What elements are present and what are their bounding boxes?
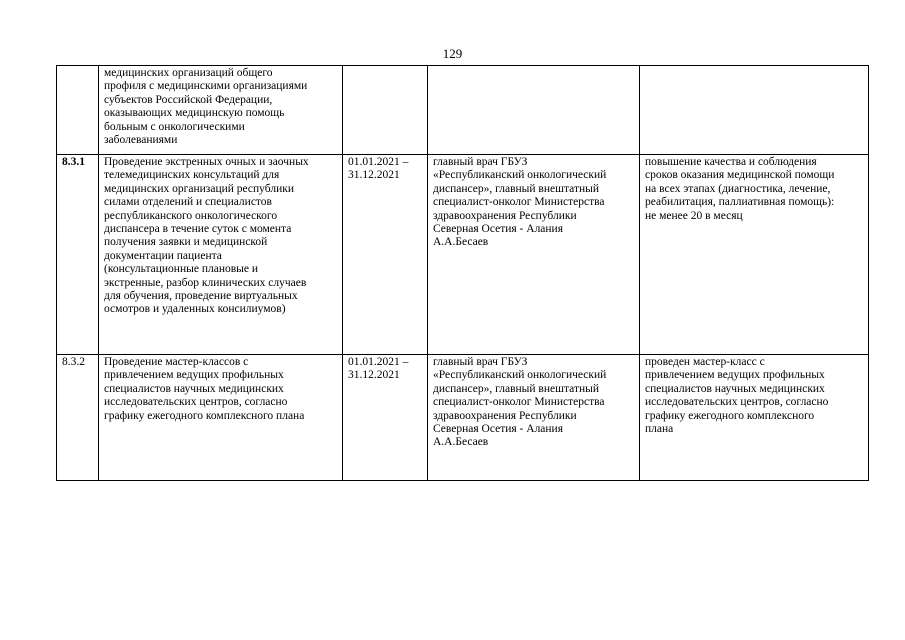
activity-cell <box>99 155 343 355</box>
period-text: 01.01.2021 – 31.12.2021 <box>348 356 409 382</box>
activity-text: Проведение мастер-классов с привлечением ведущих профильных специалистов научных медицинских исследовательских центров, согласно графику ежегодного комплексного плана <box>104 356 305 422</box>
table-row <box>57 66 869 155</box>
activity-cell <box>99 66 343 155</box>
activity-text: Проведение экстренных очных и заочных телемедицинских консультаций для медицинских организаций республики силами отделений и специалистов республиканского онкологического диспансера в течение суток с момента получения заявки и медицинской документации пациента (консультационные плановые и экстренные, разбор клинических случаев для обучения, проведение виртуальных осмотров и удаленных консилиумов) <box>104 156 309 316</box>
table-row <box>57 155 869 355</box>
activity-text: медицинских организаций общего профиля с медицинскими организациями субъектов Российской Федерации, оказывающих медицинскую помощь больным с онкологическими заболеваниями <box>104 67 308 147</box>
responsible-cell <box>428 355 640 481</box>
row-number: 8.3.2 <box>62 356 85 368</box>
row-number-cell <box>57 355 99 481</box>
activity-cell <box>99 355 343 481</box>
result-text: проведен мастер-класс с привлечением ведущих профильных специалистов научных медицинских исследовательских центров, согласно графику ежегодного комплексного плана <box>645 356 829 436</box>
responsible-text: главный врач ГБУЗ «Республиканский онкологический диспансер», главный внештатный специалист-онколог Министерства здравоохранения Республики Северная Осетия - Алания А.А.Бесаев <box>433 156 607 249</box>
result-cell <box>640 355 869 481</box>
period-cell <box>343 66 428 155</box>
result-text: повышение качества и соблюдения сроков оказания медицинской помощи на всех этапах (диагностика, лечение, реабилитация, паллиативная помощь): не менее 20 в месяц <box>645 156 835 222</box>
row-number: 8.3.1 <box>62 156 85 168</box>
result-cell <box>640 66 869 155</box>
responsible-cell <box>428 66 640 155</box>
row-number-cell <box>57 66 99 155</box>
responsible-cell <box>428 155 640 355</box>
period-cell <box>343 355 428 481</box>
result-cell <box>640 155 869 355</box>
responsible-text: главный врач ГБУЗ «Республиканский онкологический диспансер», главный внештатный специалист-онколог Министерства здравоохранения Республики Северная Осетия - Алания А.А.Бесаев <box>433 356 607 449</box>
row-number-cell <box>57 155 99 355</box>
period-text: 01.01.2021 – 31.12.2021 <box>348 156 409 182</box>
activity-table <box>56 65 869 481</box>
page-number: 129 <box>442 46 463 61</box>
table-row <box>57 355 869 481</box>
period-cell <box>343 155 428 355</box>
